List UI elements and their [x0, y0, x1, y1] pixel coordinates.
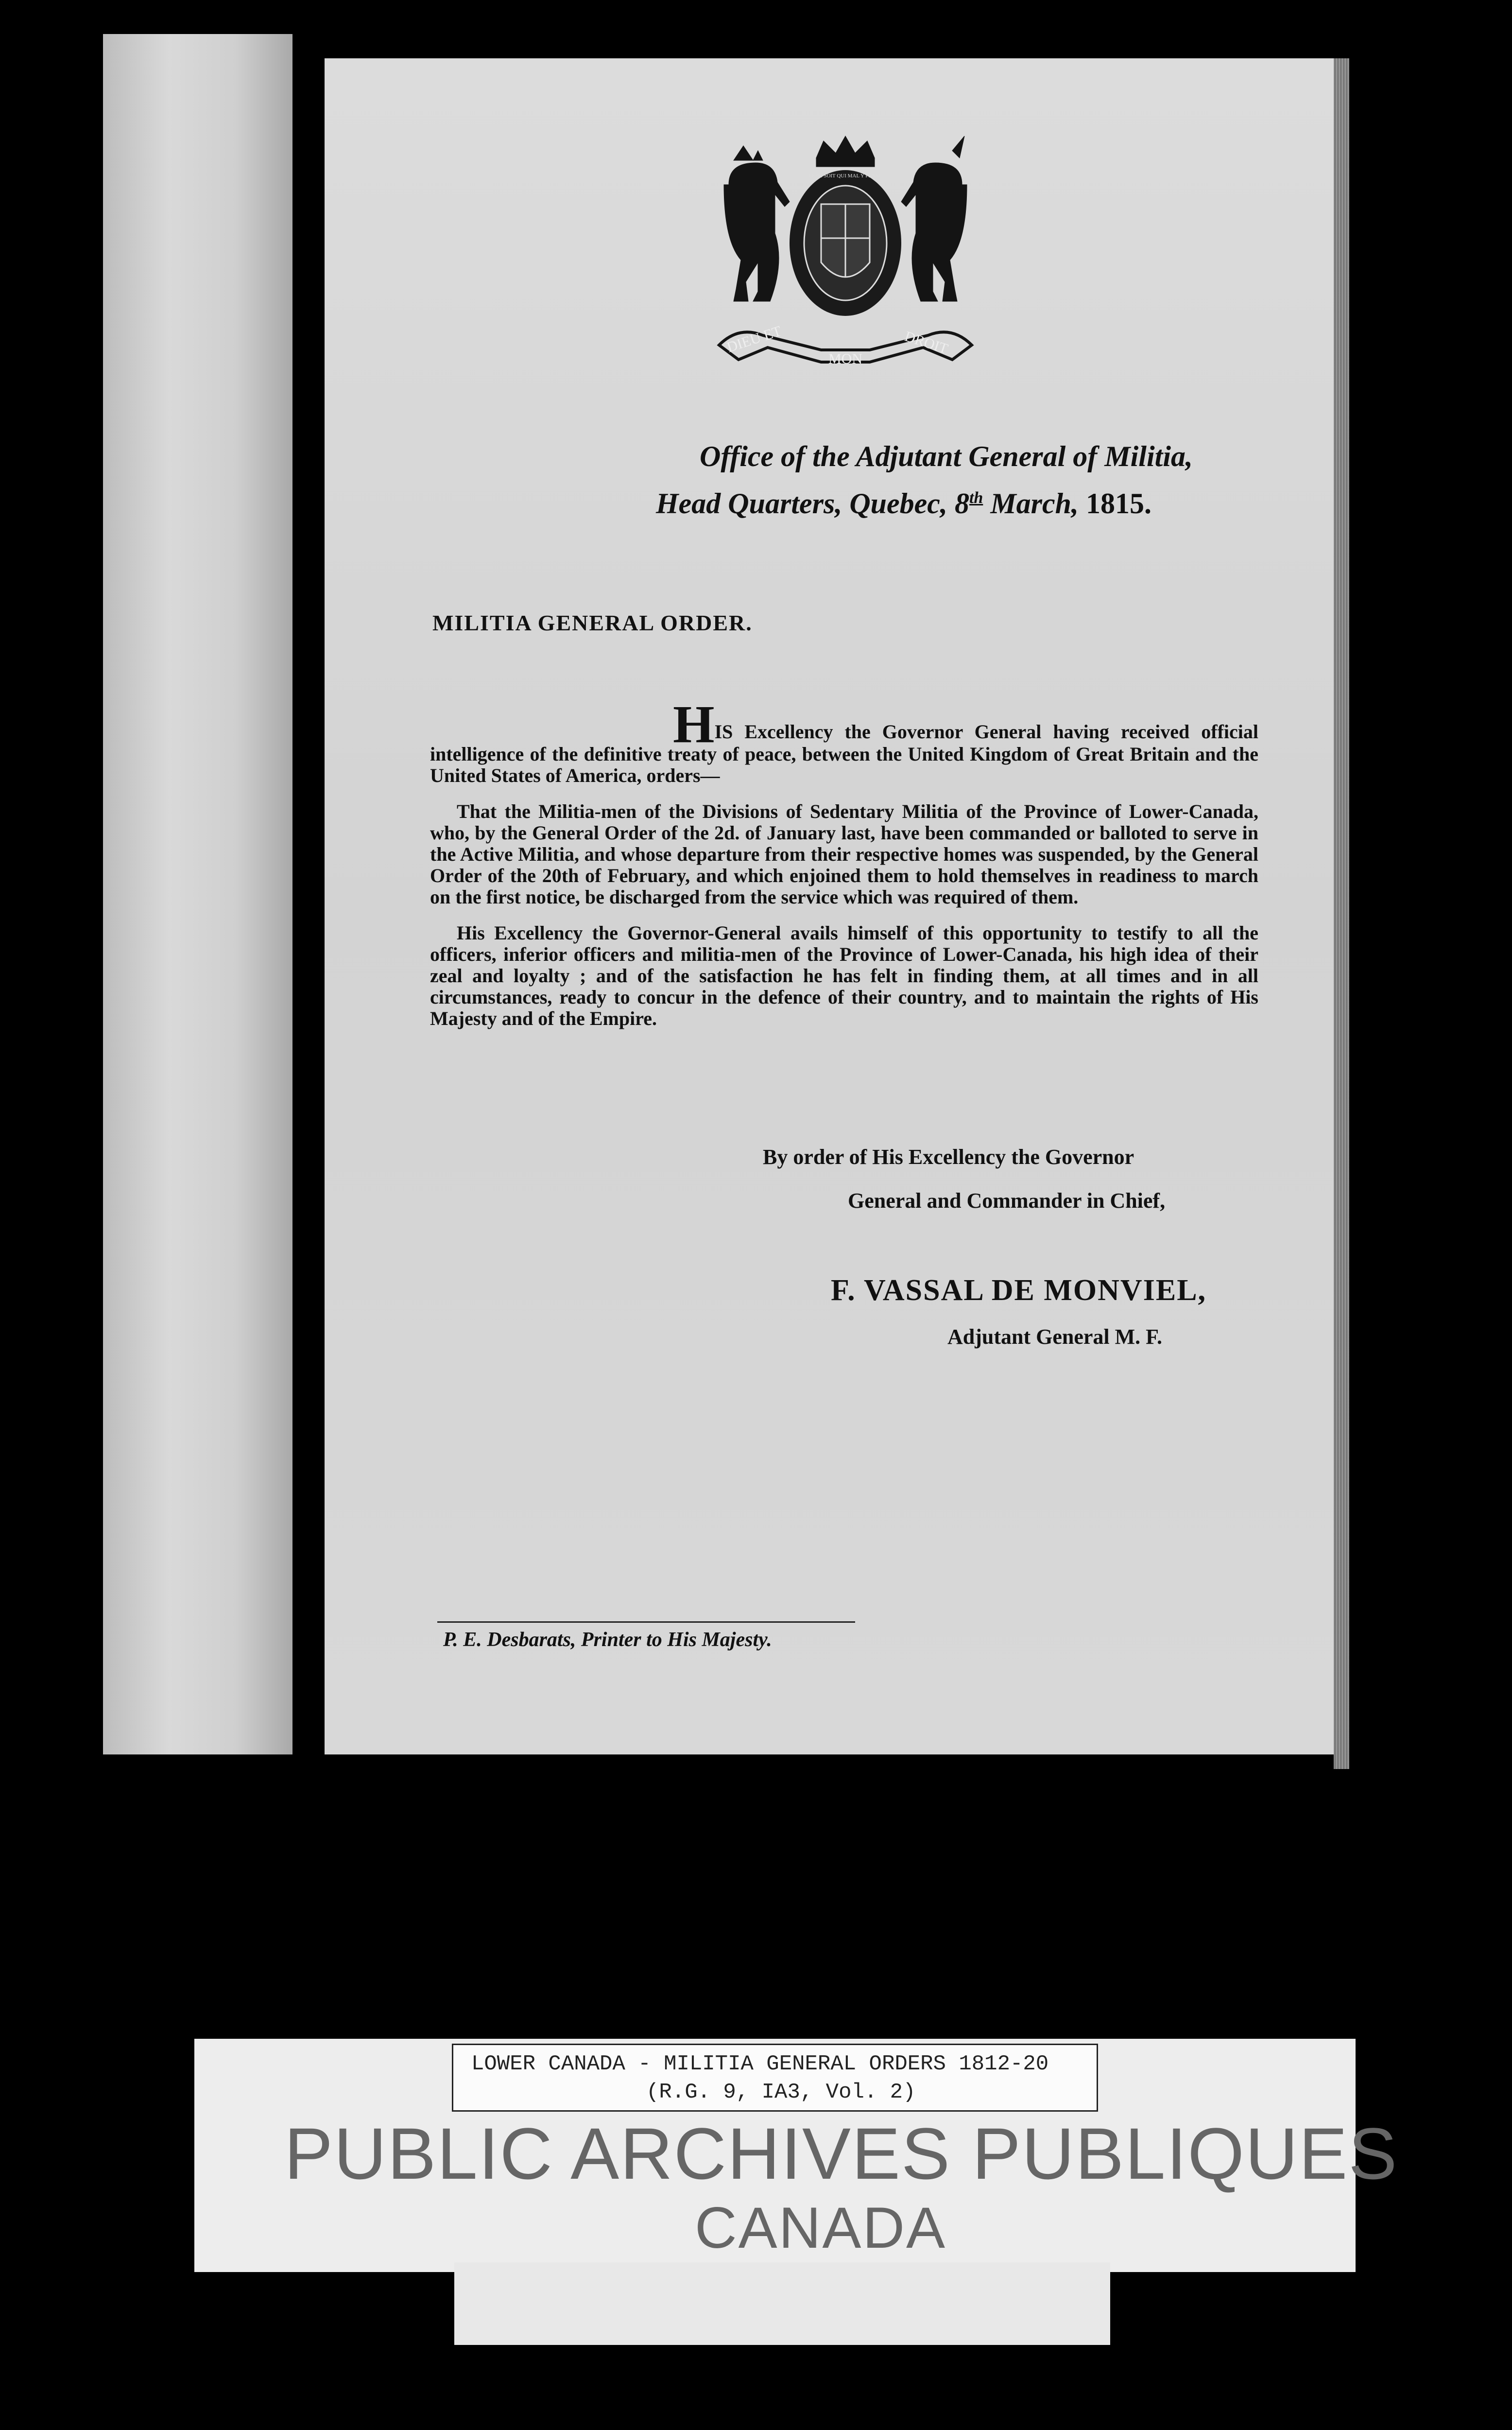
motto-center: MON: [828, 351, 863, 367]
drop-cap: H: [673, 694, 715, 754]
header-location: Head Quarters, Quebec, 8: [656, 487, 969, 520]
archive-reference-line-2: (R.G. 9, IA3, Vol. 2): [646, 2080, 916, 2104]
garter-motto: HONI SOIT QUI MAL Y PENSE: [809, 173, 882, 179]
paragraph-1-text: IS Excellency the Governor General having received official intelligence of the definitive treaty of peace, between the United Kingdom of Great Britain and the United States of America, orders—: [430, 721, 1258, 786]
printer-rule: [437, 1621, 855, 1623]
signatory-name: F. VASSAL DE MONVIEL,: [831, 1274, 1207, 1307]
printer-imprint: P. E. Desbarats, Printer to His Majesty.: [443, 1629, 772, 1651]
signatory-title: Adjutant General M. F.: [947, 1325, 1163, 1349]
archive-country: CANADA: [695, 2195, 947, 2260]
motto-right: DROIT: [902, 328, 950, 357]
signature-line-2: General and Commander in Chief,: [848, 1189, 1166, 1213]
archive-label-stub: [454, 2262, 1110, 2345]
paragraph-1: [430, 694, 1258, 786]
royal-coat-of-arms: [700, 131, 991, 374]
page-stack-edge: [1334, 58, 1349, 1769]
paragraph-3: His Excellency the Governor-General avails himself of this opportunity to testify to all the officers, inferior officers and militia-men of the Province of Lower-Canada, his high idea of their zeal and loyalty ; and of the satisfaction he has felt in finding them, at all times and in all circumstances, ready to concur in the defence of their country, and to maintain the rights of His Majesty and of the Empire.: [430, 922, 1258, 1029]
left-page-edge: [103, 34, 292, 1754]
header-day-suffix: th: [969, 489, 983, 507]
headquarters-header: [656, 487, 1151, 521]
paragraph-2: That the Militia-men of the Divisions of Sedentary Militia of the Province of Lower-Canada, who, by the General Order of the 2d. of January last, have been commanded or balloted to serve in the Active Militia, and whose departure from their respective homes was suspended, by the General Order of the 20th of February, and which enjoined them to hold themselves in readiness to march on the first notice, be discharged from the service which was required of them.: [430, 800, 1258, 908]
header-year: 1815.: [1086, 487, 1152, 520]
archive-name: PUBLIC ARCHIVES PUBLIQUES: [284, 2113, 1398, 2194]
signature-line-1: By order of His Excellency the Governor: [763, 1145, 1134, 1169]
header-month: March,: [983, 487, 1086, 520]
order-title: MILITIA GENERAL ORDER.: [432, 610, 753, 635]
office-header: Office of the Adjutant General of Militia,: [700, 440, 1193, 472]
motto-left: DIEU ET: [724, 323, 784, 356]
order-body: [430, 694, 1258, 1044]
archive-reference-line-1: LOWER CANADA - MILITIA GENERAL ORDERS 1812-20: [471, 2052, 1049, 2076]
